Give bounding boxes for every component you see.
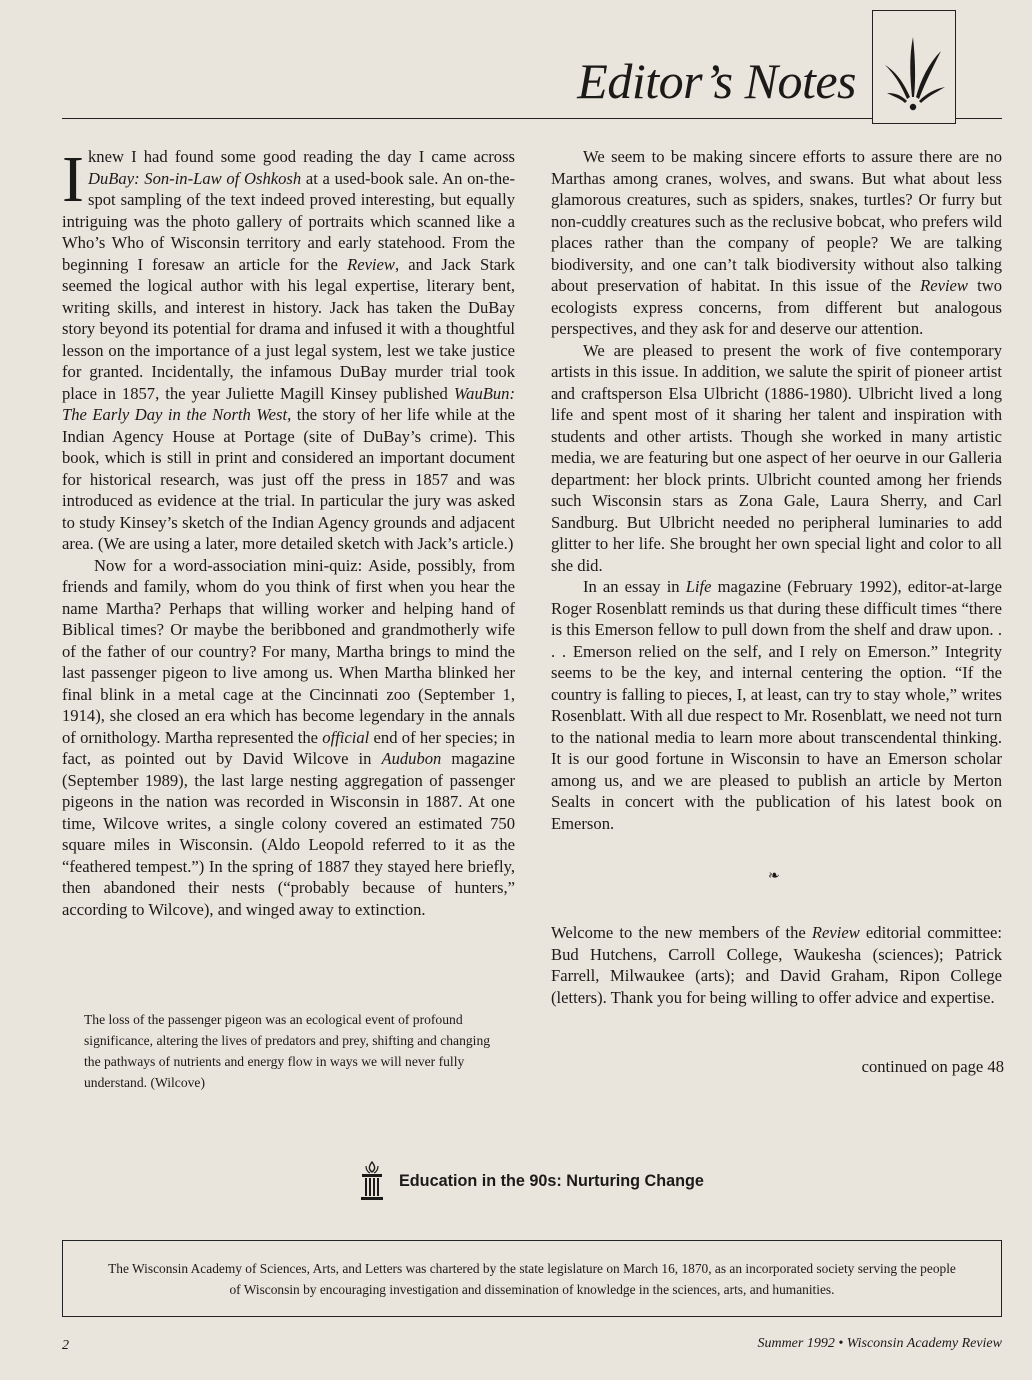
academy-torch-icon: [357, 1160, 387, 1202]
logo-box: [872, 10, 956, 124]
right-column: [551, 146, 1002, 834]
page-number: 2: [62, 1338, 69, 1353]
header-rule: [62, 118, 1002, 119]
education-banner-text: Education in the 90s: Nurturing Change: [399, 1171, 704, 1190]
wilcove-quote: The loss of the passenger pigeon was an ecological event of profound significance, altering the lives of predators and prey, shifting and changing the pathways of nutrients and energy flow in ways we will never fully understand. (Wilcove): [84, 1012, 491, 1090]
charter-statement: The Wisconsin Academy of Sciences, Arts, and Letters was chartered by the state legislature on March 16, 1870, as an incorporated society serving the people of Wisconsin by encouraging investigation and dissemination of knowledge in the sciences, arts, and humanities.: [62, 1240, 1002, 1317]
bleed-through-text: [70, 48, 82, 101]
left-column: [62, 143, 516, 920]
education-banner: [357, 1160, 704, 1202]
issue-footer: Summer 1992 • Wisconsin Academy Review: [757, 1336, 1002, 1351]
section-separator-icon: ❧: [768, 869, 780, 884]
emerson-paragraph: In an essay in Life magazine (February 1992), editor-at-large Roger Rosenblatt reminds us that during these difficult times “there is this Emerson fellow to pull down from the shelf and draw upon. . . . Emerson relied on the self, and I rely on Emerson.” Integrity seems to be the key, and internal centering the option. “If the country is falling to pieces, I, at least, can try to stay whole,” writes Rosenblatt. With all due respect to Mr. Rosenblatt, we need not turn to the national media to learn more about transcendental thinking. It is our good fortune in Wisconsin to have an Emerson scholar among us, and we are pleased to publish an article by Merton Sealts in concert with the publication of his latest book on Emerson.: [551, 577, 1002, 833]
artists-paragraph: We are pleased to present the work of five contemporary artists in this issue. In addition, we salute the spirit of pioneer artist and craftsperson Elsa Ulbricht (1886-1980). Ulbricht lived a long life and spent most of it sharing her talent and inspiration with students and other artists. Though she worked in many artistic media, we are featuring but one aspect of her oeurve in our Galleria department: her block prints. Ulbricht counted among her friends such Wisconsin stars as Zona Gale, Laura Sherry, and Carl Sandburg. But Ulbricht needed no peripheral luminaries to add glitter to her life. She brought her own special light and color to all she did.: [551, 340, 1002, 575]
page-title: Editor’s Notes: [577, 53, 856, 109]
academy-plume-icon: [879, 27, 949, 113]
biodiversity-paragraph: We seem to be making sincere efforts to assure there are no Marthas among cranes, wolves, and swans. But what about less glamorous creatures, such as spiders, snakes, turtles? Or furry but non-cuddly creatures such as the reclusive bobcat, who prefers wild places rather than the company of people? We are talking biodiversity, and one can’t talk biodiversity without also talking about preservation of habitat. In this issue of the Review two ecologists express concerns, from different but analogous perspectives, and they ask for and deserve our attention.: [551, 147, 1002, 338]
intro-paragraph: Iknew I had found some good reading the day I came across DuBay: Son-in-Law of Oshkosh at a used-book sale. An on-the-spot sampling of the text indeed proved interesting, but equally intriguing was the photo gallery of portraits which scanned like a Who’s Who of Wisconsin territory and early statehood. From the beginning I foresaw an article for the Review, and Jack Stark seemed the logical author with his legal expertise, literary bent, writing skills, and interest in history. Jack has taken the DuBay story beyond its potential for drama and infused it with a thoughtful lesson on the importance of a just legal system, lest we take justice for granted. Incidentally, the infamous DuBay murder trial took place in 1857, the year Juliette Magill Kinsey published WauBun: The Early Day in the North West, the story of her life while at the Indian Agency House at Portage (site of DuBay’s crime). This book, which is still in print and considered an important document for historical research, was just off the press in 1857 and was introduced as evidence at the trial. In particular the jury was asked to study Kinsey’s sketch of the Indian Agency grounds and adjacent area. (We are using a later, more detailed sketch with Jack’s article.): [62, 143, 516, 553]
martha-paragraph: Now for a word-association mini-quiz: Aside, possibly, from friends and family, whom do you think of first when you hear the name Martha? Perhaps that willing worker and helping hand of Biblical times? Or maybe the beribboned and grandmotherly wife of the father of our country? For many, Martha brings to mind the last passenger pigeon to live among us. When Martha blinked her final blink in a metal cage at the Cincinnati zoo (September 1, 1914), she closed an era which has become legendary in the annals of ornithology. Martha represented the official end of her species; in fact, as pointed out by David Wilcove in Audubon magazine (September 1989), the last large nesting aggregation of passenger pigeons in the nation was recorded in Wisconsin in 1887. At one time, Wilcove writes, a single colony covered an estimated 750 square miles in Wisconsin. (Aldo Leopold referred to it as the “feathered tempest.”) In the spring of 1887 they stayed here briefly, then abandoned their nests (“probably because of hunters,” according to Wilcove), and winged away to extinction.: [62, 555, 515, 919]
continued-note: continued on page 48: [861, 1057, 1004, 1076]
drop-cap: I: [62, 143, 84, 216]
welcome-paragraph: Welcome to the new members of the Review editorial committee: Bud Hutchens, Carroll College, Waukesha (sciences); Patrick Farrell, Milwaukee (arts); and David Graham, Ripon College (letters). Thank you for being willing to offer advice and expertise.: [551, 923, 1002, 1007]
